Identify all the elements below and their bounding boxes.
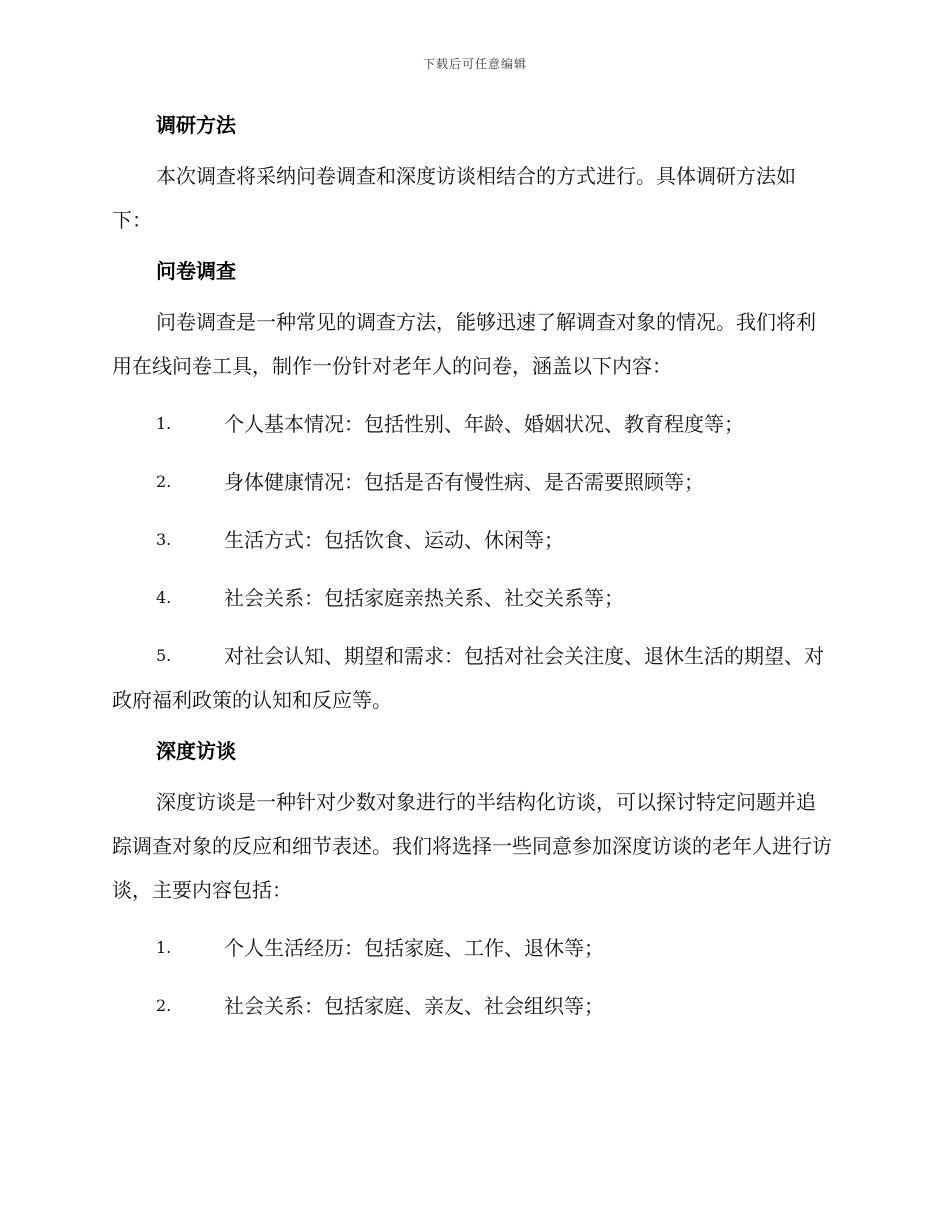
paragraph-questionnaire-intro: 问卷调查是一种常见的调查方法，能够迅速了解调查对象的情况。我们将利用在线问卷工具，制作一份针对老年人的问卷，涵盖以下内容： — [112, 310, 816, 378]
section-heading-research-method: 调研方法 — [156, 113, 236, 137]
document-body — [112, 110, 832, 1028]
list-number: 1. — [156, 414, 172, 433]
list-text: 对社会认知、期望和需求：包括对社会关注度、退休生活的期望、对政府福利政策的认知和反应等。 — [112, 644, 824, 712]
list-number: 3. — [156, 530, 172, 549]
list-item — [112, 460, 832, 504]
paragraph-research-intro: 本次调查将采纳问卷调查和深度访谈相结合的方式进行。具体调研方法如下： — [112, 164, 796, 232]
list-text: 个人基本情况：包括性别、年龄、婚姻状况、教育程度等； — [224, 412, 744, 436]
list-number: 2. — [156, 996, 172, 1015]
list-item — [112, 576, 832, 620]
list-text: 社会关系：包括家庭、亲友、社会组织等； — [224, 994, 604, 1018]
list-number: 1. — [156, 938, 172, 957]
list-text: 社会关系：包括家庭亲热关系、社交关系等； — [224, 586, 624, 610]
list-text: 个人生活经历：包括家庭、工作、退休等； — [224, 936, 604, 960]
header-watermark: 下载后可任意编辑 — [422, 57, 527, 71]
list-item — [112, 984, 832, 1028]
list-item — [112, 518, 832, 562]
list-number: 5. — [156, 646, 172, 665]
list-text: 身体健康情况：包括是否有慢性病、是否需要照顾等； — [224, 470, 704, 494]
list-item — [112, 634, 832, 722]
list-text: 生活方式：包括饮食、运动、休闲等； — [224, 528, 564, 552]
list-item — [112, 926, 832, 970]
list-number: 4. — [156, 588, 172, 607]
section-heading-questionnaire: 问卷调查 — [156, 259, 236, 283]
section-heading-in-depth-interview: 深度访谈 — [156, 739, 236, 763]
list-item — [112, 402, 832, 446]
list-number: 2. — [156, 472, 172, 491]
paragraph-interview-intro: 深度访谈是一种针对少数对象进行的半结构化访谈，可以探讨特定问题并追踪调查对象的反应和细节表述。我们将选择一些同意参加深度访谈的老年人进行访谈，主要内容包括： — [112, 790, 832, 902]
